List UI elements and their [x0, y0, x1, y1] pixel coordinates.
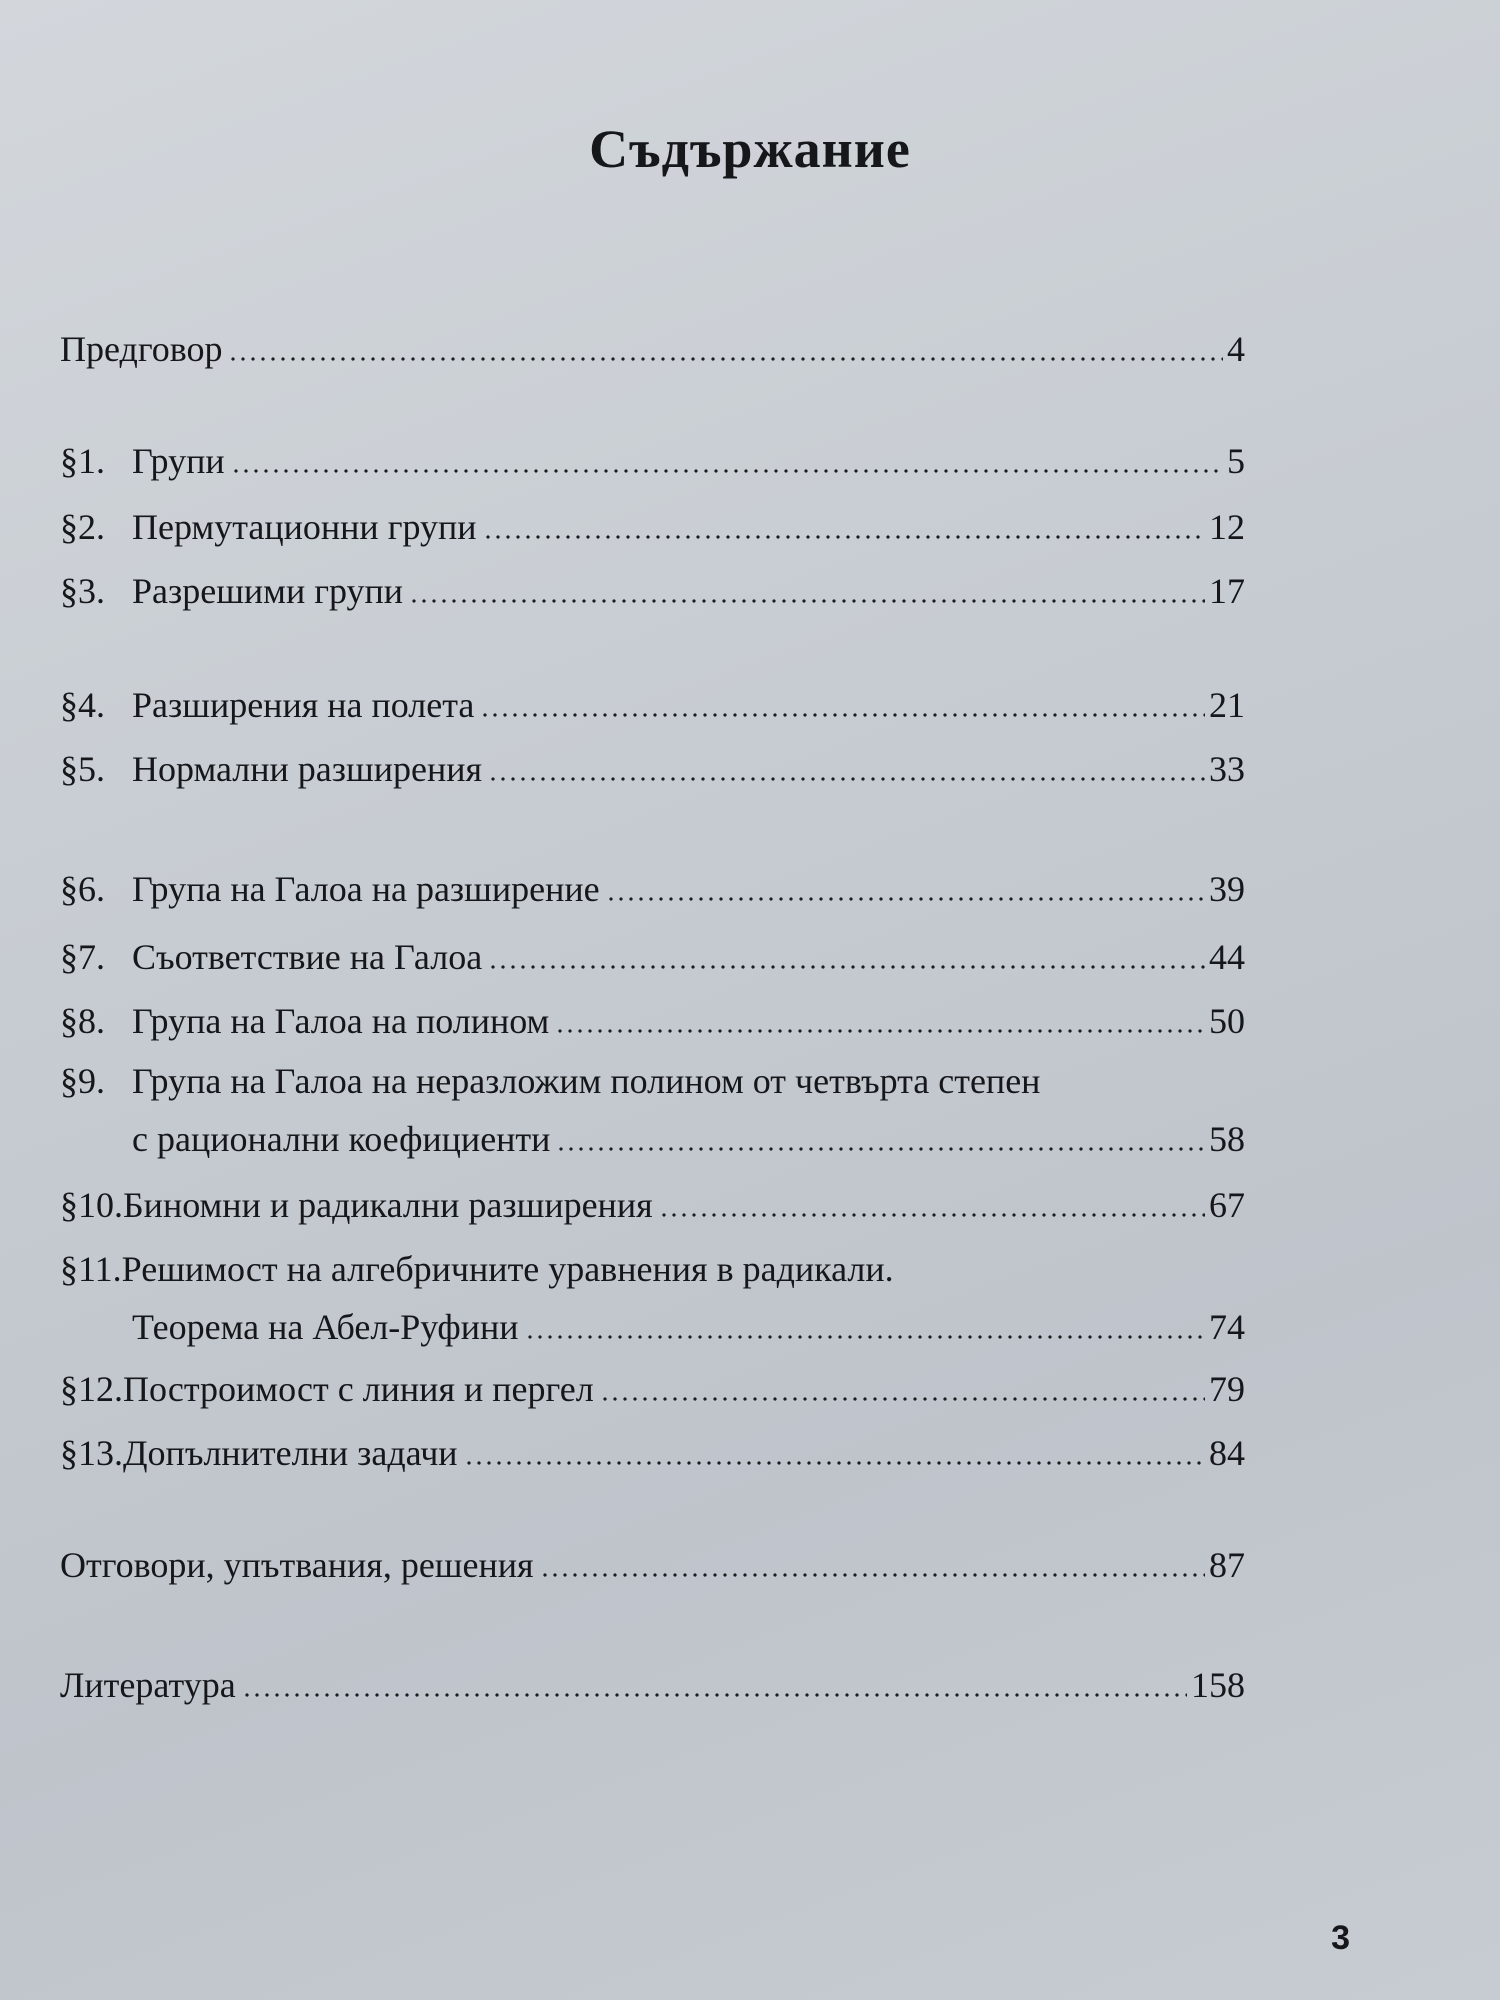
section-number: §12. — [60, 1369, 123, 1409]
section-number: §4. — [60, 685, 105, 725]
toc-entry-section-9-first-line[interactable] — [60, 1056, 1040, 1102]
toc-entry-literature[interactable] — [60, 1660, 1245, 1706]
toc-entry-section-2[interactable] — [60, 502, 1245, 548]
toc-entry-section-10[interactable] — [60, 1180, 1245, 1226]
toc-entry-section-4[interactable] — [60, 680, 1245, 726]
section-number: §7. — [60, 937, 105, 977]
section-number: §1. — [60, 441, 105, 481]
toc-entry-label: Група на Галоа на неразложим полином от четвърта степен — [132, 1061, 1041, 1101]
toc-entry-section-7[interactable] — [60, 932, 1245, 978]
dot-leader — [540, 1573, 1205, 1577]
dot-leader — [242, 1693, 1187, 1697]
toc-entry-page: 84 — [1209, 1433, 1245, 1473]
toc-entry-page: 158 — [1191, 1665, 1245, 1705]
toc-entry-answers[interactable] — [60, 1540, 1245, 1586]
dot-leader — [606, 897, 1205, 901]
dot-leader — [480, 713, 1205, 717]
section-number: §10. — [60, 1185, 123, 1225]
section-number: §9. — [60, 1061, 105, 1101]
section-number: §3. — [60, 571, 105, 611]
toc-entry-page: 5 — [1227, 441, 1245, 481]
toc-entry-page: 50 — [1209, 1001, 1245, 1041]
toc-entry-page: 39 — [1209, 869, 1245, 909]
toc-entry-label: Група на Галоа на полином — [132, 1001, 550, 1041]
toc-entry-page: 58 — [1209, 1119, 1245, 1159]
dot-leader — [525, 1335, 1205, 1339]
toc-entry-page: 79 — [1209, 1369, 1245, 1409]
toc-entry-page: 17 — [1209, 571, 1245, 611]
section-number: §8. — [60, 1001, 105, 1041]
section-number: §6. — [60, 869, 105, 909]
toc-entry-page: 33 — [1209, 749, 1245, 789]
section-number: §2. — [60, 507, 105, 547]
toc-entry-section-12[interactable] — [60, 1364, 1245, 1410]
toc-entry-page: 12 — [1209, 507, 1245, 547]
dot-leader — [488, 965, 1205, 969]
toc-entry-label: Съответствие на Галоа — [132, 937, 483, 977]
toc-entry-section-13[interactable] — [60, 1428, 1245, 1474]
toc-entry-label: Построимост с линия и пергел — [123, 1369, 594, 1409]
dot-leader — [659, 1213, 1205, 1217]
toc-entry-label: Групи — [132, 441, 225, 481]
page-title: Съдържание — [589, 119, 911, 179]
dot-leader — [488, 777, 1205, 781]
toc-entry-section-6[interactable] — [60, 864, 1245, 910]
dot-leader — [409, 599, 1205, 603]
toc-entry-page: 21 — [1209, 685, 1245, 725]
section-number: §11. — [60, 1249, 122, 1289]
toc-entry-label: Пермутационни групи — [132, 507, 477, 547]
toc-entry-section-1[interactable] — [60, 436, 1245, 482]
toc-entry-label: Литература — [60, 1665, 236, 1705]
dot-leader — [600, 1397, 1205, 1401]
toc-entry-page: 67 — [1209, 1185, 1245, 1225]
dot-leader — [555, 1029, 1205, 1033]
toc-entry-label-continued: Теорема на Абел-Руфини — [132, 1307, 519, 1347]
toc-entry-label-continued: с рационални коефициенти — [132, 1119, 551, 1159]
toc-entry-label: Предговор — [60, 329, 223, 369]
toc-entry-label: Отговори, упътвания, решения — [60, 1545, 534, 1585]
dot-leader — [231, 469, 1223, 473]
section-number: §13. — [60, 1433, 123, 1473]
dot-leader — [556, 1147, 1205, 1151]
toc-entry-section-9[interactable] — [132, 1114, 1245, 1160]
toc-entry-page: 74 — [1209, 1307, 1245, 1347]
toc-entry-section-11[interactable] — [132, 1302, 1245, 1348]
toc-entry-page: 44 — [1209, 937, 1245, 977]
toc-entry-section-3[interactable] — [60, 566, 1245, 612]
section-number: §5. — [60, 749, 105, 789]
toc-entry-section-8[interactable] — [60, 996, 1245, 1042]
toc-entry-label: Разрешими групи — [132, 571, 404, 611]
dot-leader — [464, 1461, 1205, 1465]
toc-entry-label: Допълнителни задачи — [123, 1433, 458, 1473]
toc-entry-section-5[interactable] — [60, 744, 1245, 790]
dot-leader — [228, 357, 1223, 361]
toc-entry-section-11-first-line[interactable] — [60, 1244, 894, 1290]
toc-entry-preface[interactable] — [60, 324, 1245, 370]
toc-entry-label: Решимост на алгебричните уравнения в радикали. — [121, 1249, 894, 1289]
page-number: 3 — [1331, 1919, 1350, 1957]
toc-entry-label: Разширения на полета — [132, 685, 475, 725]
toc-entry-label: Биномни и радикални разширения — [123, 1185, 653, 1225]
dot-leader — [483, 535, 1205, 539]
toc-entry-page: 4 — [1227, 329, 1245, 369]
toc-entry-label: Нормални разширения — [132, 749, 483, 789]
toc-entry-label: Група на Галоа на разширение — [132, 869, 600, 909]
toc-entry-page: 87 — [1209, 1545, 1245, 1585]
